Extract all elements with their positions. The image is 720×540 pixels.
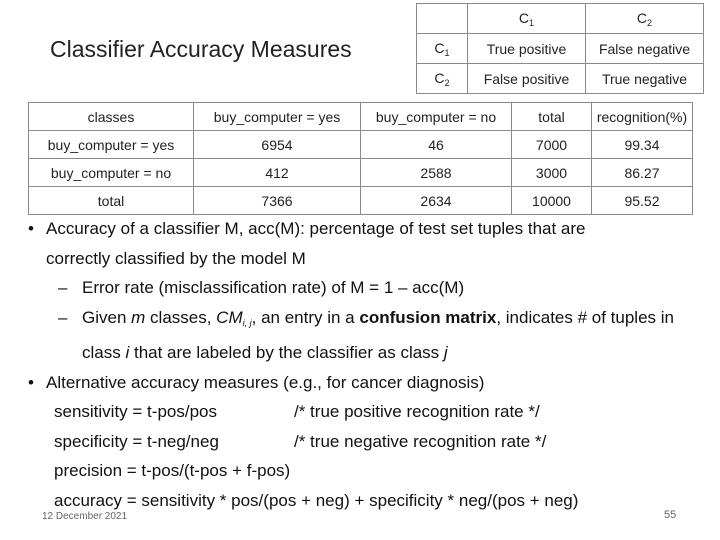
table-cell: 7000 (512, 131, 592, 159)
cell-true-negative: True negative (586, 64, 704, 94)
bullet-text: Alternative accuracy measures (e.g., for cancer diagnosis) (46, 372, 485, 392)
sub-bullet-confusion-matrix (28, 303, 718, 339)
sub-bullet-error-rate (28, 273, 718, 303)
corner-cell (417, 4, 468, 34)
table-row (29, 131, 693, 159)
table-cell: 412 (194, 159, 361, 187)
bullet-list (28, 214, 718, 515)
confusion-matrix-example (28, 102, 693, 215)
bullet-accuracy (28, 214, 718, 244)
footer-date: 12 December 2021 (42, 511, 128, 522)
table-row (29, 159, 693, 187)
text-segment: classes, (145, 307, 217, 327)
dash-icon: – (58, 278, 68, 297)
formula-expr: precision = t-pos/(t-pos + f-pos) (54, 461, 291, 480)
row-label: total (29, 187, 194, 215)
bullet-dot-icon: • (28, 219, 34, 238)
header-recognition: recognition(%) (592, 103, 693, 131)
cell-false-positive: False positive (468, 64, 586, 94)
table-row (29, 187, 693, 215)
table-cell: 10000 (512, 187, 592, 215)
text-segment: , indicates # of tuples in (496, 307, 674, 327)
formula-specificity (28, 427, 718, 457)
header-buy-no: buy_computer = no (361, 103, 512, 131)
table-cell: 6954 (194, 131, 361, 159)
table-cell: 95.52 (592, 187, 693, 215)
table-cell: 2634 (361, 187, 512, 215)
row-header-c1: $C_1$ (417, 34, 468, 64)
confusion-matrix-template (416, 3, 704, 94)
header-buy-yes: buy_computer = yes (194, 103, 361, 131)
italic-j: j (443, 343, 448, 362)
row-label: buy_computer = yes (29, 131, 194, 159)
cell-true-positive: True positive (468, 34, 586, 64)
bullet-continuation: correctly classified by the model M (46, 248, 306, 268)
formula-comment: /* true negative recognition rate */ (294, 431, 547, 451)
text-segment: , an entry in a (251, 307, 360, 327)
table-cell: 7366 (194, 187, 361, 215)
table-cell: 46 (361, 131, 512, 159)
page-number: 55 (664, 509, 677, 521)
cell-false-negative: False negative (586, 34, 704, 64)
table-cell: 99.34 (592, 131, 693, 159)
italic-m: m (131, 307, 146, 327)
formula-expr: sensitivity = t-pos/pos (54, 402, 217, 421)
dash-icon: – (58, 307, 68, 327)
bold-term: confusion matrix (359, 307, 497, 327)
formula-expr: specificity = t-neg/neg (54, 431, 219, 451)
row-header-c2: $C_2$ (417, 64, 468, 94)
sub-bullet-continuation (28, 338, 718, 368)
text-segment: Given (82, 307, 132, 327)
text-segment: that are labeled by the classifier as class (129, 343, 444, 362)
formula-precision (28, 456, 718, 486)
table-cell: 3000 (512, 159, 592, 187)
text-segment: class (82, 343, 126, 362)
sub-bullet-text: Error rate (misclassification rate) of M = 1 – acc(M) (82, 278, 465, 297)
table-cell: 2588 (361, 159, 512, 187)
slide-title: Classifier Accuracy Measures (50, 36, 352, 62)
header-total: total (512, 103, 592, 131)
col-header-c2: $C_2$ (586, 4, 704, 34)
italic-i: i (125, 343, 130, 362)
formula-sensitivity (28, 397, 718, 427)
formula-accuracy (28, 486, 718, 516)
row-label: buy_computer = no (29, 159, 194, 187)
formula-comment: /* true positive recognition rate */ (294, 402, 540, 421)
table-header-row (29, 103, 693, 131)
bullet-dot-icon: • (28, 372, 34, 392)
formula-expr: accuracy = sensitivity * pos/(pos + neg) + specificity * neg/(pos + neg) (54, 490, 579, 510)
col-header-c1: $C_1$ (468, 4, 586, 34)
bullet-alternative-measures (28, 368, 718, 398)
italic-cm: $CM_{i, j}$ (216, 307, 252, 328)
header-classes: classes (29, 103, 194, 131)
bullet-text: Accuracy of a classifier M, acc(M): percentage of test set tuples that are (46, 219, 586, 238)
table-cell: 86.27 (592, 159, 693, 187)
